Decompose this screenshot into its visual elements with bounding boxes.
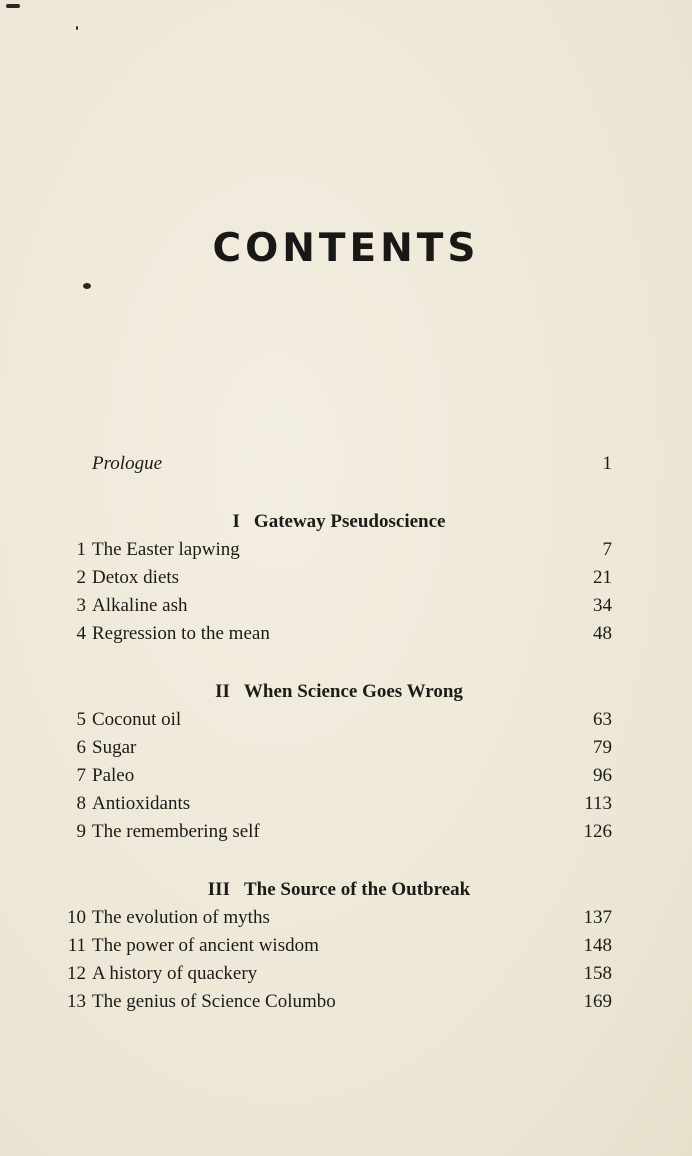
- toc-entry: [66, 536, 612, 564]
- toc-entry: [66, 988, 612, 1016]
- chapter-title: Regression to the mean: [92, 623, 270, 644]
- chapter-title: Sugar: [92, 737, 137, 758]
- chapter-number: 1: [76, 539, 86, 560]
- toc-entry: [66, 932, 612, 960]
- chapter-title: The remembering self: [92, 821, 260, 842]
- chapter-page-number: 169: [583, 991, 612, 1012]
- chapter-page-number: 158: [583, 963, 612, 984]
- chapter-number: 9: [76, 821, 86, 842]
- chapter-title: The evolution of myths: [92, 907, 270, 928]
- toc-entry: [66, 734, 612, 762]
- chapter-title: Paleo: [92, 765, 135, 786]
- page-title: CONTENTS: [212, 226, 480, 272]
- chapter-title: A history of quackery: [92, 963, 258, 984]
- chapter-page-number: 148: [583, 935, 612, 956]
- part-title: When Science Goes Wrong: [243, 681, 463, 702]
- chapter-title: Antioxidants: [92, 793, 191, 814]
- part-heading: [66, 678, 612, 706]
- chapter-page-number: 63: [593, 709, 612, 730]
- toc-entry: [66, 706, 612, 734]
- chapter-page-number: 96: [593, 765, 612, 786]
- toc-entry: [66, 818, 612, 846]
- chapter-page-number: 79: [593, 737, 612, 758]
- toc-entry: [66, 564, 612, 592]
- chapter-page-number: 137: [583, 907, 612, 928]
- ink-speck: [83, 283, 91, 289]
- chapter-number: 6: [76, 737, 86, 758]
- chapter-number: 2: [76, 567, 86, 588]
- part-numeral: I: [232, 511, 240, 532]
- toc-entry: [66, 620, 612, 648]
- chapter-title: The Easter lapwing: [92, 539, 240, 560]
- chapter-title: Alkaline ash: [92, 595, 188, 616]
- chapter-title: Coconut oil: [92, 709, 182, 730]
- entry-page-number: 1: [602, 453, 612, 474]
- chapter-title: The genius of Science Columbo: [92, 991, 336, 1012]
- chapter-page-number: 34: [593, 595, 612, 616]
- part-title: Gateway Pseudoscience: [253, 511, 446, 532]
- toc-entry: [66, 904, 612, 932]
- chapter-number: 4: [76, 623, 86, 644]
- table-of-contents: [66, 450, 612, 1016]
- part-title: The Source of the Outbreak: [243, 879, 471, 900]
- ink-speck: [76, 26, 78, 30]
- part-heading: [66, 508, 612, 536]
- chapter-number: 13: [67, 991, 86, 1012]
- toc-entry: [66, 762, 612, 790]
- chapter-number: 3: [76, 595, 86, 616]
- toc-entry-prologue: [66, 450, 612, 478]
- chapter-number: 5: [76, 709, 86, 730]
- chapter-page-number: 48: [593, 623, 612, 644]
- part-heading: [66, 876, 612, 904]
- chapter-page-number: 126: [583, 821, 612, 842]
- chapter-number: 10: [67, 907, 86, 928]
- chapter-title: The power of ancient wisdom: [92, 935, 319, 956]
- toc-entry: [66, 790, 612, 818]
- toc-entry: [66, 960, 612, 988]
- chapter-title: Detox diets: [92, 567, 180, 588]
- chapter-page-number: 113: [584, 793, 612, 814]
- ink-speck: [6, 4, 20, 8]
- chapter-number: 12: [67, 963, 86, 984]
- part-numeral: II: [215, 681, 230, 702]
- chapter-number: 7: [76, 765, 86, 786]
- entry-title: Prologue: [92, 453, 163, 474]
- chapter-page-number: 7: [602, 539, 612, 560]
- chapter-number: 11: [67, 935, 86, 956]
- part-numeral: III: [207, 879, 230, 900]
- chapter-page-number: 21: [593, 567, 612, 588]
- chapter-number: 8: [76, 793, 86, 814]
- toc-entry: [66, 592, 612, 620]
